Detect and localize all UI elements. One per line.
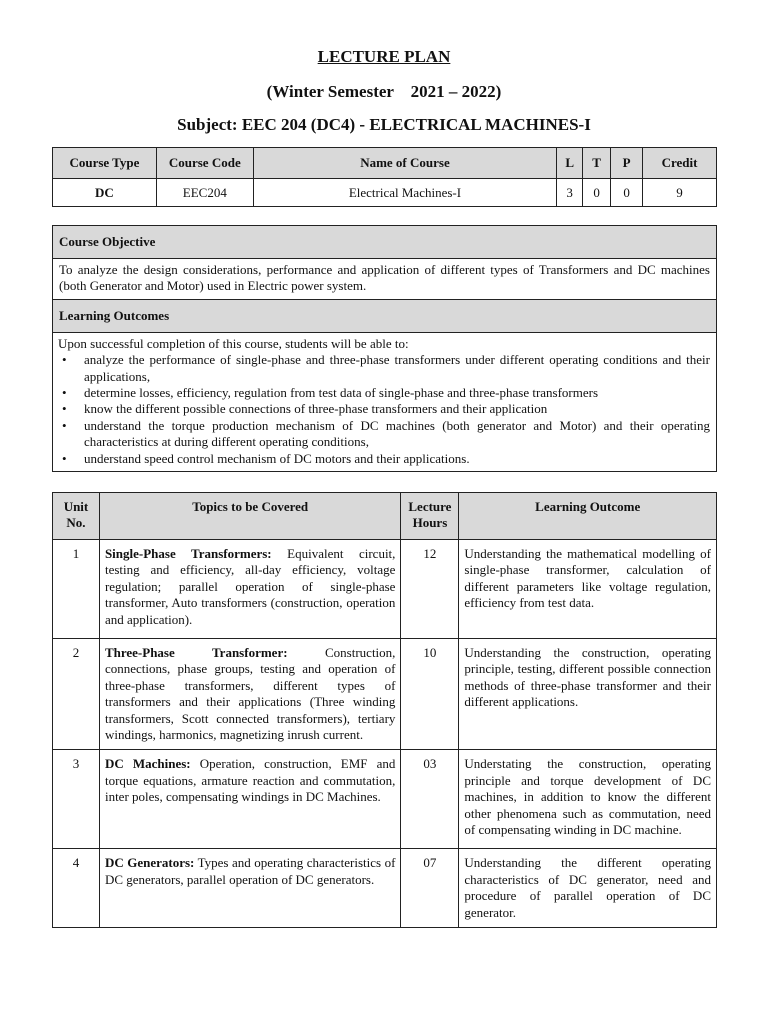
- header-course-name: Name of Course: [253, 148, 556, 179]
- header-credit: Credit: [643, 148, 717, 179]
- list-item: • determine losses, efficiency, regulation from test data of single-phase and three-phase transformers: [84, 385, 710, 401]
- course-objective-text: To analyze the design considerations, performance and application of different types of Transformers and DC machines (both Generator and Motor) used in Electric power system.: [53, 259, 717, 300]
- page-title: LECTURE PLAN: [317, 47, 451, 66]
- unit-number: 3: [53, 750, 100, 849]
- topic-cell: [99, 849, 400, 928]
- cell-course-type: DC: [53, 179, 157, 207]
- list-item: • analyze the performance of single-phase and three-phase transformers under different operating conditions and their applications,: [84, 352, 710, 385]
- header-unit-no: Unit No.: [53, 493, 100, 540]
- topic-text: Types and operating characteristics of DC generators, parallel operation of DC generators.: [104, 855, 396, 887]
- unit-number: 2: [53, 639, 100, 750]
- learning-outcome: Understanding the construction, operating principle, testing, different possible connection methods of three-phase transformer and their different applications.: [459, 639, 717, 750]
- header-l: L: [557, 148, 583, 179]
- lecture-hours: 03: [401, 750, 459, 849]
- topic-title: DC Generators:: [104, 855, 195, 871]
- header-topics: Topics to be Covered: [99, 493, 400, 540]
- course-table-row: [53, 179, 717, 207]
- table-row: [53, 849, 717, 928]
- list-item: • know the different possible connections of three-phase transformers and their application: [84, 401, 710, 417]
- course-objective-heading: Course Objective: [53, 226, 717, 259]
- header-t: T: [583, 148, 611, 179]
- lecture-hours: 10: [401, 639, 459, 750]
- subject-heading: Subject: EEC 204 (DC4) - ELECTRICAL MACHINES-I: [177, 115, 591, 134]
- course-table-header-row: [53, 148, 717, 179]
- course-table: [52, 147, 717, 207]
- learning-outcomes-list: [58, 352, 710, 467]
- table-row: [53, 639, 717, 750]
- learning-outcome: Understanding the different operating characteristics of DC generator, need and procedure of parallel operation of DC generator.: [459, 849, 717, 928]
- topic-cell: [99, 750, 400, 849]
- header-course-code: Course Code: [156, 148, 253, 179]
- topic-text: Construction, connections, phase groups, testing and operation of three-phase transformers, different types of transformers and their applications (Three winding transformers, Scott connected transformers), tertiary windings, harmonics, magnetizing inrush current.: [104, 645, 396, 743]
- unit-number: 4: [53, 849, 100, 928]
- cell-l: 3: [557, 179, 583, 207]
- learning-outcomes-heading: Learning Outcomes: [53, 299, 717, 332]
- cell-course-code: EEC204: [156, 179, 253, 207]
- learning-outcomes-body: [53, 332, 717, 471]
- header-course-type: Course Type: [53, 148, 157, 179]
- cell-course-name: Electrical Machines-I: [253, 179, 556, 207]
- topic-title: Single-Phase Transformers:: [104, 546, 272, 561]
- table-row: [53, 750, 717, 849]
- cell-p: 0: [611, 179, 643, 207]
- learning-outcomes-intro: Upon successful completion of this course, students will be able to:: [58, 335, 409, 351]
- learning-outcome: Understanding the mathematical modelling of single-phase transformer, calculation of different parameters like voltage regulation, efficiency from test data.: [459, 540, 717, 639]
- lecture-hours: 07: [401, 849, 459, 928]
- topic-text: Equivalent circuit, testing and efficiency, all-day efficiency, voltage regulation; parallel operation of single-phase transformer, Auto transformers (construction, operation and application).: [104, 546, 396, 627]
- objectives-table: [52, 225, 717, 472]
- topic-title: Three-Phase Transformer:: [104, 645, 288, 660]
- list-item: • understand the torque production mechanism of DC machines (both generator and Motor) and their operating characteristics at during different operating conditions,: [84, 418, 710, 451]
- lecture-hours: 12: [401, 540, 459, 639]
- semester-heading: (Winter Semester 2021 – 2022): [266, 82, 502, 101]
- learning-outcome: Understating the construction, operating principle and torque development of DC machines, in addition to know the different other phenomena such as commutation, need of compensating winding in DC machine.: [459, 750, 717, 849]
- table-row: [53, 540, 717, 639]
- cell-credit: 9: [643, 179, 717, 207]
- topic-cell: [99, 540, 400, 639]
- header-lecture-hours: Lecture Hours: [401, 493, 459, 540]
- topics-table: [52, 492, 717, 928]
- cell-t: 0: [583, 179, 611, 207]
- header-p: P: [611, 148, 643, 179]
- list-item: • understand speed control mechanism of DC motors and their applications.: [84, 451, 710, 467]
- unit-number: 1: [53, 540, 100, 639]
- header-learning-outcome: Learning Outcome: [459, 493, 717, 540]
- topic-title: DC Machines:: [104, 756, 191, 772]
- topic-cell: [99, 639, 400, 750]
- topics-header-row: [53, 493, 717, 540]
- topic-text: Operation, construction, EMF and torque equations, armature reaction and commutation, inter poles, compensating windings in DC Machines.: [104, 756, 396, 805]
